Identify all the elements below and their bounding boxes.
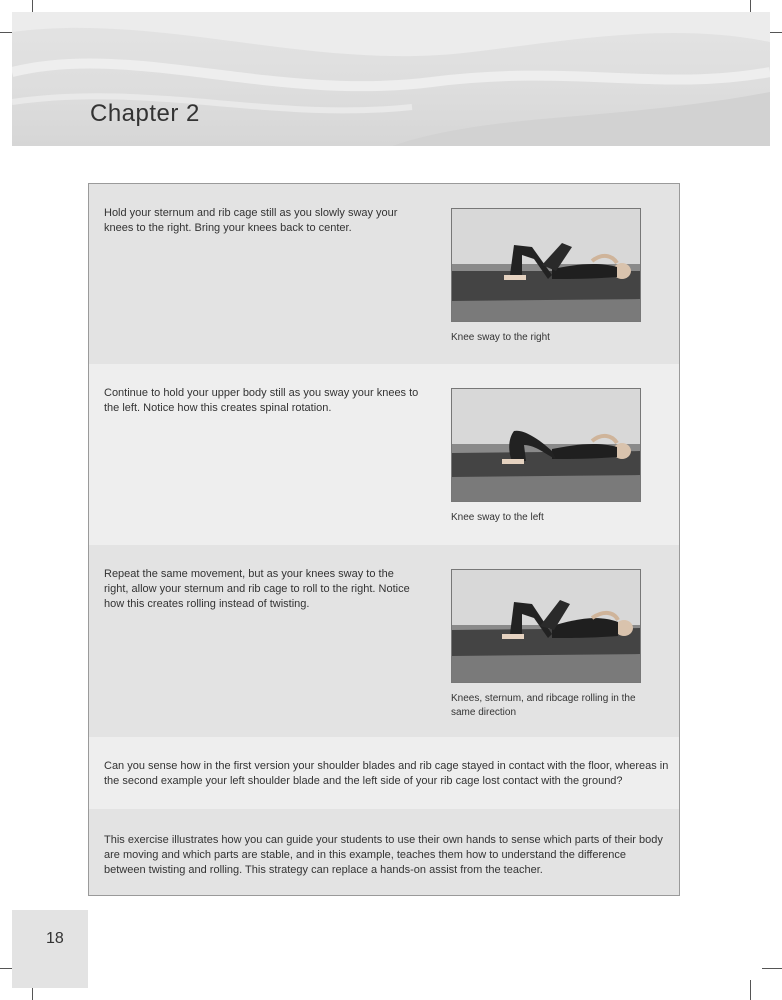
page-number: 18 — [46, 930, 64, 947]
photo-caption: Knees, sternum, and ribcage rolling in the same direction — [451, 693, 636, 718]
paragraph-text: This exercise illustrates how you can guide your students to use their own hands to sense which parts of their body are moving and which parts are stable, and in this example, teaches them how to understand the difference between twisting and rolling. This strategy can replace a hands-on assist from the teacher. — [104, 834, 663, 876]
knees-sternum-rolling-photo — [451, 569, 641, 683]
paragraph-text: Can you sense how in the first version your shoulder blades and rib cage stayed in contact with the floor, whereas in the second example your left shoulder blade and the left side of your rib cage lost contact with the ground? — [104, 760, 669, 787]
photo-caption: Knee sway to the right — [451, 332, 550, 343]
exercise-step-1 — [89, 184, 679, 364]
exercise-step-2 — [89, 364, 679, 545]
step-text: Hold your sternum and rib cage still as you slowly sway your knees to the right. Bring your knees back to center. — [104, 207, 398, 234]
knee-sway-left-photo — [451, 388, 641, 502]
step-text: Repeat the same movement, but as your knees sway to the right, allow your sternum and rib cage to roll to the right. Notice how this creates rolling instead of twisting. — [104, 568, 410, 610]
page-number-box — [12, 910, 88, 988]
exercise-step-3 — [89, 545, 679, 737]
chapter-title: Chapter 2 — [90, 100, 200, 127]
crop-mark — [762, 968, 782, 969]
photo-caption: Knee sway to the left — [451, 512, 544, 523]
summary-paragraph — [89, 809, 679, 895]
reflection-paragraph — [89, 737, 679, 809]
step-text: Continue to hold your upper body still as you sway your knees to the left. Notice how this creates spinal rotation. — [104, 387, 419, 414]
knee-sway-right-photo — [451, 208, 641, 322]
exercise-panel — [88, 183, 680, 896]
crop-mark — [750, 980, 751, 1000]
